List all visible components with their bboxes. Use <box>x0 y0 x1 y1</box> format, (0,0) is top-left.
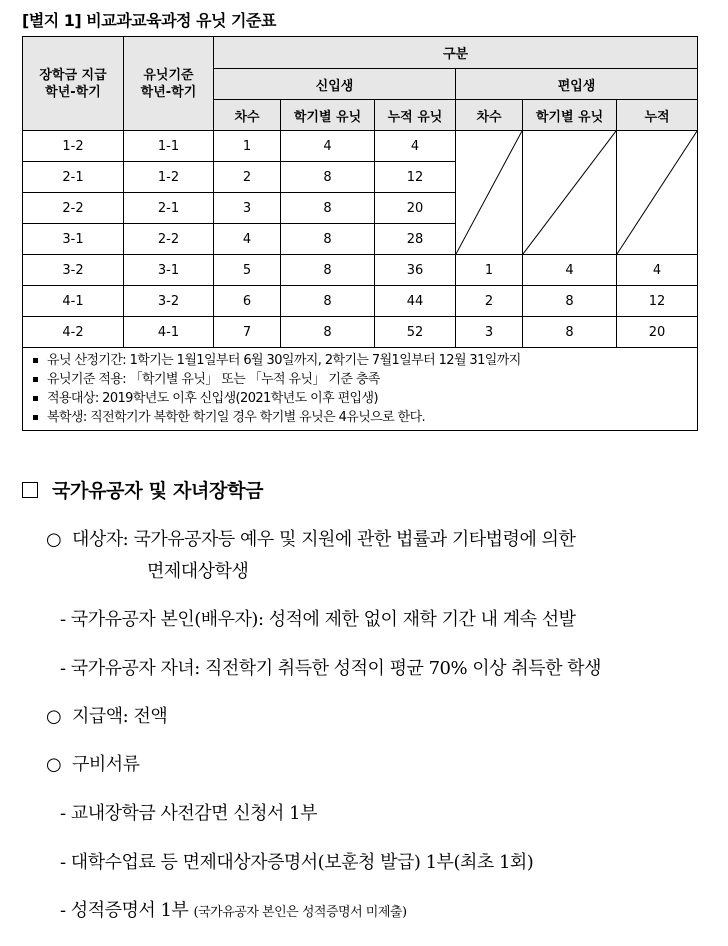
diagonal-line <box>456 131 522 254</box>
cell: 7 <box>214 317 281 348</box>
cell: 1-2 <box>23 131 124 162</box>
cell: 3-2 <box>124 286 214 317</box>
cell: 3-1 <box>23 224 124 255</box>
header-new-students: 신입생 <box>214 69 456 100</box>
empty-diagonal-cell <box>523 131 617 255</box>
note-item: 유닛기준 적용: 「학기별 유닛」 또는 「누적 유닛」 기준 충족 <box>47 370 691 389</box>
doc-item-application: - 교내장학금 사전감면 신청서 1부 <box>60 803 317 824</box>
header-unit-term <box>124 37 214 131</box>
header-scholarship-term <box>23 37 124 131</box>
unit-criteria-table <box>22 36 698 431</box>
cell: 2-1 <box>124 193 214 224</box>
cell: 4 <box>214 224 281 255</box>
diagonal-line <box>617 131 697 254</box>
cell: 3 <box>456 317 523 348</box>
cell: 8 <box>523 286 617 317</box>
cell: 28 <box>375 224 456 255</box>
cell: 8 <box>281 224 375 255</box>
doc-item-transcript-note: (국가유공자 본인은 성적증명서 미제출) <box>193 905 407 920</box>
cell: 4 <box>523 255 617 286</box>
docs-label: 구비서류 <box>72 754 140 775</box>
cell: 4-2 <box>23 317 124 348</box>
cell: 12 <box>375 162 456 193</box>
cell: 20 <box>375 193 456 224</box>
cell: 3-1 <box>124 255 214 286</box>
cell: 1 <box>214 131 281 162</box>
header-group: 구분 <box>214 37 698 69</box>
cell: 4 <box>281 131 375 162</box>
cell: 6 <box>214 286 281 317</box>
circle-bullet-icon: ○ <box>46 529 62 550</box>
diagonal-line <box>523 131 616 254</box>
notes-list <box>29 351 691 427</box>
cell: 8 <box>523 317 617 348</box>
target-text-line2: 면제대상학생 <box>147 561 249 582</box>
amount-text: 지급액: 전액 <box>72 706 168 727</box>
header-round: 차수 <box>214 100 281 131</box>
circle-bullet-icon: ○ <box>46 754 62 775</box>
cell: 8 <box>281 162 375 193</box>
cell: 8 <box>281 193 375 224</box>
cell: 2 <box>214 162 281 193</box>
doc-item-transcript <box>60 896 407 922</box>
doc-item-transcript-text: - 성적증명서 1부 <box>60 900 189 921</box>
amount-line <box>46 702 167 728</box>
table-row <box>23 317 698 348</box>
cell: 12 <box>617 286 698 317</box>
header-scholarship-term-label: 장학금 지급 학년-학기 <box>39 67 107 100</box>
cell: 44 <box>375 286 456 317</box>
sub-item-self: - 국가유공자 본인(배우자): 성적에 제한 없이 재학 기간 내 계속 선발 <box>60 609 576 630</box>
empty-diagonal-cell <box>456 131 523 255</box>
cell: 8 <box>281 255 375 286</box>
cell: 1-2 <box>124 162 214 193</box>
notes-row <box>23 348 698 431</box>
cell: 1 <box>456 255 523 286</box>
appendix-title: [별지 1] 비교과교육과정 유닛 기준표 <box>22 11 276 30</box>
note-item: 복학생: 직전학기가 복학한 학기일 경우 학기별 유닛은 4유닛으로 한다. <box>47 408 691 427</box>
notes-cell <box>23 348 698 431</box>
cell: 8 <box>281 317 375 348</box>
cell: 2 <box>456 286 523 317</box>
header-transfer-students: 편입생 <box>456 69 698 100</box>
cell: 4 <box>617 255 698 286</box>
section-heading <box>22 476 263 503</box>
cell: 3-2 <box>23 255 124 286</box>
cell: 8 <box>281 286 375 317</box>
sub-item-child: - 국가유공자 자녀: 직전학기 취득한 성적이 평균 70% 이상 취득한 학생 <box>60 658 601 679</box>
table-row <box>23 255 698 286</box>
section-title: 국가유공자 및 자녀장학금 <box>52 480 264 502</box>
cell: 1-1 <box>124 131 214 162</box>
cell: 2-2 <box>124 224 214 255</box>
target-label: 대상자: <box>72 529 129 550</box>
cell: 36 <box>375 255 456 286</box>
cell: 2-1 <box>23 162 124 193</box>
header-semester-unit-transfer: 학기별 유닛 <box>523 100 617 131</box>
target-line <box>46 525 575 551</box>
header-unit-term-label: 유닛기준 학년-학기 <box>140 67 197 100</box>
docs-line <box>46 750 140 776</box>
header-semester-unit: 학기별 유닛 <box>281 100 375 131</box>
doc-item-certificate: - 대학수업료 등 면제대상자증명서(보훈청 발급) 1부(최초 1회) <box>60 852 534 873</box>
note-item: 유닛 산정기간: 1학기는 1월1일부터 6월 30일까지, 2학기는 7월1일부터 12월 31일까지 <box>47 351 691 370</box>
cell: 4-1 <box>124 317 214 348</box>
cell: 4-1 <box>23 286 124 317</box>
target-text-line1: 국가유공자등 예우 및 지원에 관한 법률과 기타법령에 의한 <box>133 529 576 550</box>
cell: 52 <box>375 317 456 348</box>
cell: 4 <box>375 131 456 162</box>
cell: 20 <box>617 317 698 348</box>
checkbox-square-icon <box>22 482 38 498</box>
cell: 3 <box>214 193 281 224</box>
note-item: 적용대상: 2019학년도 이후 신입생(2021학년도 이후 편입생) <box>47 389 691 408</box>
cell: 2-2 <box>23 193 124 224</box>
header-round-transfer: 차수 <box>456 100 523 131</box>
cell: 5 <box>214 255 281 286</box>
header-cumulative-transfer: 누적 <box>617 100 698 131</box>
header-cumulative-unit: 누적 유닛 <box>375 100 456 131</box>
circle-bullet-icon: ○ <box>46 706 62 727</box>
empty-diagonal-cell <box>617 131 698 255</box>
table-row <box>23 286 698 317</box>
table-row <box>23 131 698 162</box>
